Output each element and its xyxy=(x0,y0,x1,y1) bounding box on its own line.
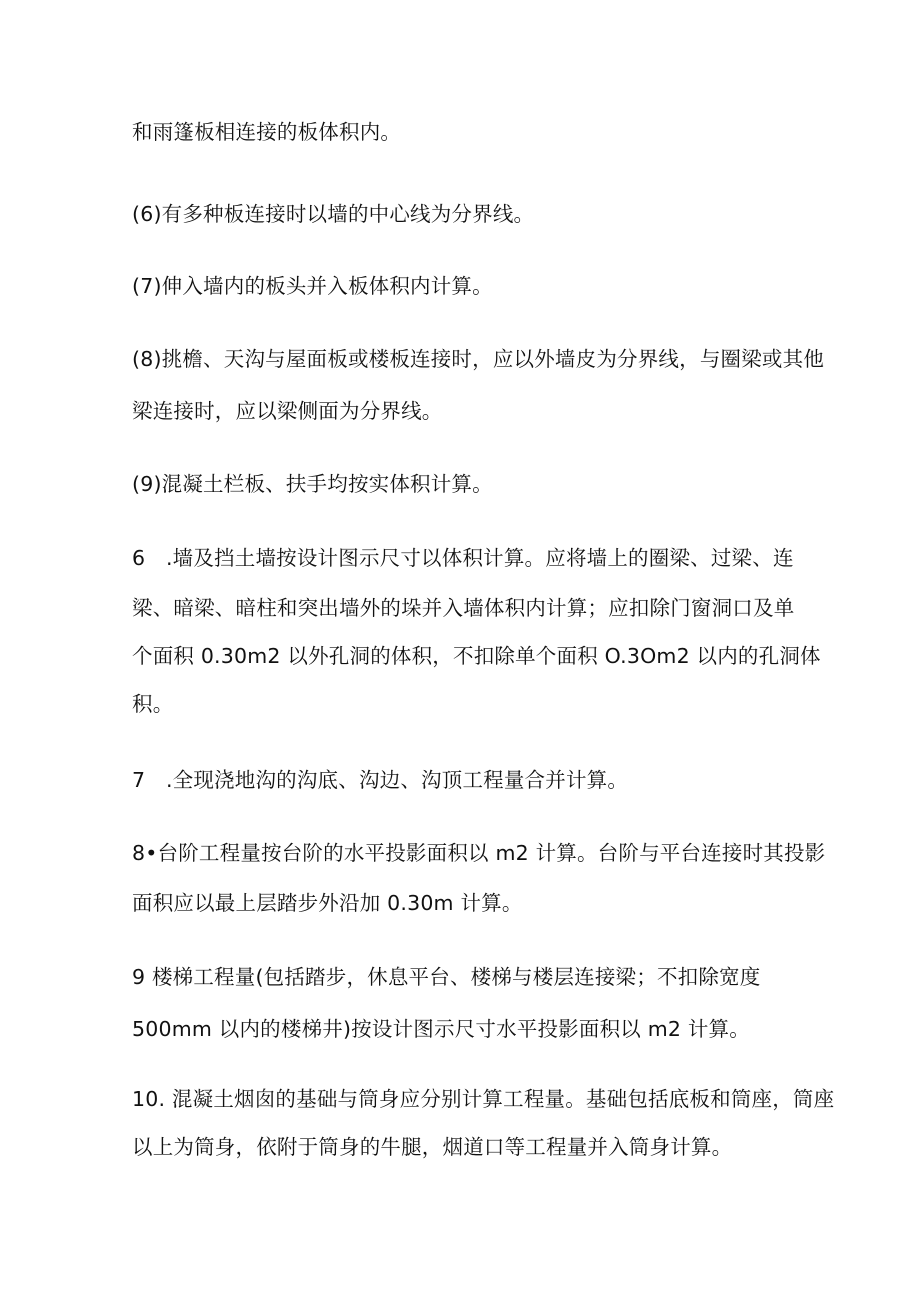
text-line: 500mm 以内的楼梯井)按设计图示尺寸水平投影面积以 m2 计算。 xyxy=(132,1017,750,1041)
text-line: 面积应以最上层踏步外沿加 0.30m 计算。 xyxy=(132,891,523,915)
text-line: 以上为筒身，依附于筒身的牛腿，烟道口等工程量并入筒身计算。 xyxy=(132,1135,733,1159)
text-line: 7 .全现浇地沟的沟底、沟边、沟顶工程量合并计算。 xyxy=(132,768,629,792)
text-line: 9 楼梯工程量(包括踏步，休息平台、楼梯与楼层连接梁；不扣除宽度 xyxy=(132,965,761,989)
text-line: 8•台阶工程量按台阶的水平投影面积以 m2 计算。台阶与平台连接时其投影 xyxy=(132,841,826,865)
text-line: 梁连接时，应以梁侧面为分界线。 xyxy=(132,399,443,423)
text-line: (9)混凝土栏板、扶手均按实体积计算。 xyxy=(132,472,493,496)
text-line: 和雨篷板相连接的板体积内。 xyxy=(132,120,402,144)
text-line: 个面积 0.30m2 以外孔洞的体积，不扣除单个面积 O.3Om2 以内的孔洞体 xyxy=(132,644,821,668)
text-line: 6 .墙及挡土墙按设计图示尺寸以体积计算。应将墙上的圈梁、过梁、连 xyxy=(132,546,794,570)
text-line: (8)挑檐、天沟与屋面板或楼板连接时，应以外墙皮为分界线，与圈梁或其他 xyxy=(132,347,825,371)
text-line: 10. 混凝土烟囱的基础与筒身应分别计算工程量。基础包括底板和筒座，筒座 xyxy=(132,1087,835,1111)
text-line: (7)伸入墙内的板头并入板体积内计算。 xyxy=(132,274,493,298)
text-line: (6)有多种板连接时以墙的中心线为分界线。 xyxy=(132,202,535,226)
text-line: 梁、暗梁、暗柱和突出墙外的垛并入墙体积内计算；应扣除门窗洞口及单 xyxy=(132,596,795,620)
text-line: 积。 xyxy=(132,692,174,716)
